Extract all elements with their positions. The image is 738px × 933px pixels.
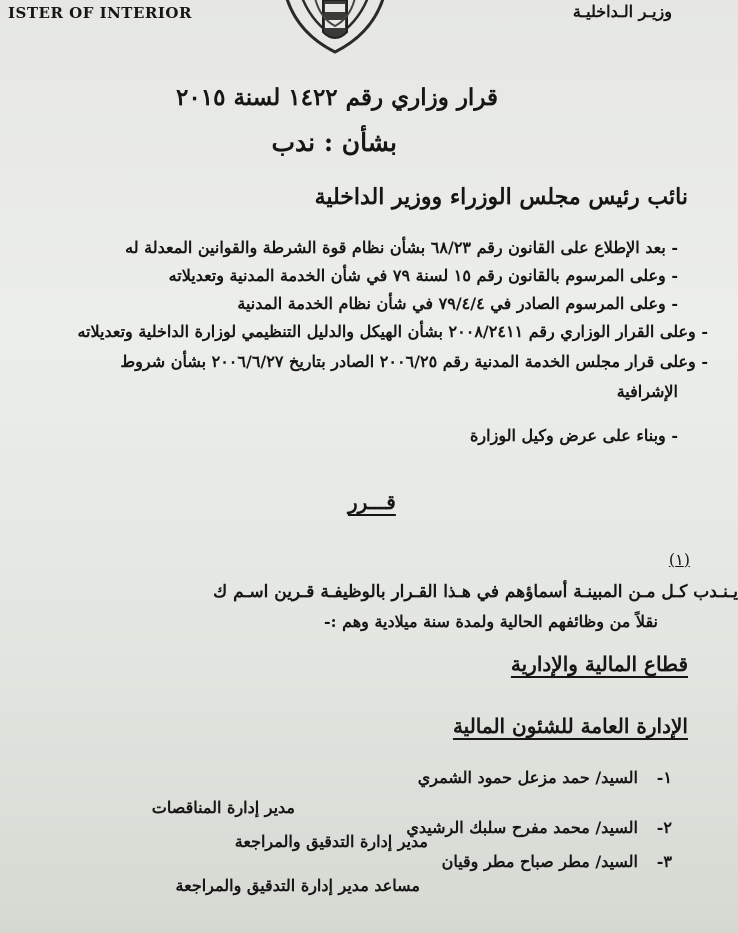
appointee-role: مدير إدارة المناقصات bbox=[151, 798, 295, 817]
sector-heading: قطاع المالية والإدارية bbox=[510, 652, 688, 676]
article-number: (١) bbox=[668, 550, 690, 569]
preamble-clause-3: - وعلى المرسوم الصادر في ٧٩/٤/٤ في شأن نظام الخدمة المدنية bbox=[237, 294, 678, 313]
kuwait-emblem-icon bbox=[265, 0, 405, 64]
appointee-number: ٢- bbox=[656, 818, 672, 837]
decision-heading: قـــرر bbox=[348, 490, 396, 514]
appointee-role: مساعد مدير إدارة التدقيق والمراجعة bbox=[175, 876, 420, 895]
clause-bullet: - bbox=[695, 322, 708, 341]
preamble-clause-2: - وعلى المرسوم بالقانون رقم ١٥ لسنة ٧٩ في شأن الخدمة المدنية وتعديلاته bbox=[168, 266, 678, 285]
ministry-name-arabic: وزيـر الـداخليـة bbox=[572, 2, 672, 21]
decree-subject: بشأن : ندب bbox=[271, 128, 397, 157]
department-heading: الإدارة العامة للشئون المالية bbox=[452, 714, 688, 738]
clause-bullet: - bbox=[665, 426, 678, 445]
clause-bullet: - bbox=[695, 352, 708, 371]
preamble-clause-1: - بعد الإطلاع على القانون رقم ٦٨/٢٣ بشأن نظام قوة الشرطة والقوانين المعدلة له bbox=[125, 238, 678, 257]
preamble-clause-5: - وعلى قرار مجلس الخدمة المدنية رقم ٢٠٠٦/٢٥ الصادر بتاريخ ٢٠٠٦/٦/٢٧ بشأن شروط bbox=[120, 352, 708, 371]
preamble-clause-5-continued: الإشرافية bbox=[616, 382, 678, 401]
appointee-name: السيد/ حمد مزعل حمود الشمري bbox=[417, 768, 638, 787]
appointee-name: السيد/ محمد مفرح سلبك الرشيدي bbox=[406, 818, 638, 837]
ministry-name-english: ISTER OF INTERIOR bbox=[8, 4, 192, 22]
clause-bullet: - bbox=[665, 238, 678, 257]
preamble-clause-4: - وعلى القرار الوزاري رقم ٢٠٠٨/٢٤١١ بشأن الهيكل والدليل التنظيمي لوزارة الداخلية وتعديلاته bbox=[77, 322, 708, 341]
article-text-line-1: يـنـدب كـل مـن المبينـة أسماؤهم في هـذا القـرار بالوظيفـة قـرين اسـم ك bbox=[213, 582, 738, 602]
decree-title: قرار وزاري رقم ١٤٢٢ لسنة ٢٠١٥ bbox=[176, 84, 498, 111]
appointee-name: السيد/ مطر صباح مطر وقيان bbox=[441, 852, 638, 871]
appointee-number: ١- bbox=[656, 768, 672, 787]
issuing-authority: نائب رئيس مجلس الوزراء ووزير الداخلية bbox=[314, 184, 688, 210]
clause-bullet: - bbox=[665, 266, 678, 285]
article-text-line-2: نقلاً من وظائفهم الحالية ولمدة سنة ميلادية وهم :- bbox=[323, 612, 658, 631]
preamble-clause-6: - وبناء على عرض وكيل الوزارة bbox=[470, 426, 678, 445]
clause-bullet: - bbox=[665, 294, 678, 313]
appointee-role: مدير إدارة التدقيق والمراجعة bbox=[234, 832, 428, 851]
appointee-number: ٣- bbox=[656, 852, 672, 871]
